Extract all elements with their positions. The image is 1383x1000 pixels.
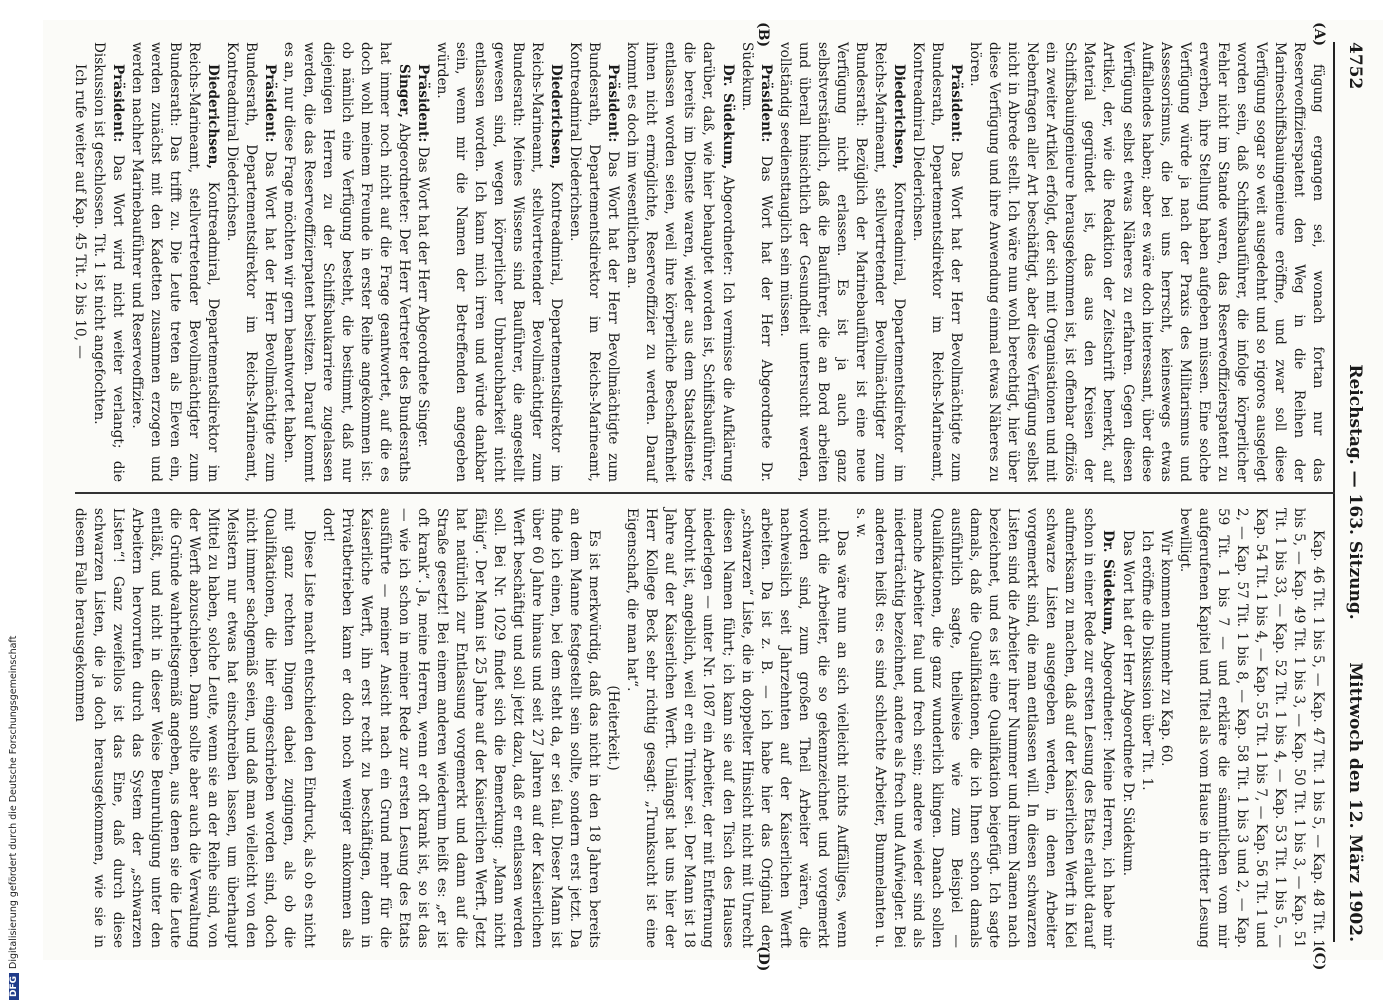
speaker-name: Diederichsen, bbox=[548, 64, 565, 170]
paragraph-text: Kontreadmiral, Departementsdirektor im Reichs-Marineamt, stellvertretender Bevollmächtigter zum Bundesrath: Bezüglich der Marinebauführer ist eine neue Verfügung nicht erlassen. Es ist ja auch ganz selbstverständlich, daß die Bauführer, die an Bord arbeiten und überall hinsichtlich der Gesundheit untersucht werden, vollständig seediensttauglich sein müssen. bbox=[776, 42, 907, 482]
column-divider bbox=[75, 492, 1335, 494]
speaker-name: Dr. Südekum, bbox=[719, 64, 736, 170]
paragraph bbox=[565, 42, 622, 482]
paragraph bbox=[127, 42, 222, 482]
digitization-credit bbox=[8, 635, 19, 1000]
margin-marker-b: (B) bbox=[755, 22, 771, 48]
paragraph-text: Ich eröffne die Diskussion über Tit. 1. bbox=[1138, 530, 1155, 791]
speaker-name: Diederichsen, bbox=[205, 64, 222, 170]
credit-text: Digitalisierung gefördert durch die Deutsche Forschungsgemeinschaft bbox=[8, 635, 19, 969]
paragraph bbox=[908, 42, 965, 482]
paragraph-text: Kontreadmiral, Departementsdirektor im Reichs-Marineamt, stellvertretender Bevollmächtigter zum Bundesrath: Meines Wissens sind Bauführer, die angestellt gewesen sind, wegen körperlicher Unbrauchbarkeit nicht entlassen worden. Ich kann mich irren und würde dankbar sein, wenn mir die Namen der Betreffenden angegeben würden. bbox=[433, 42, 565, 482]
paragraph-text: Das Wort hat der Herr Bevollmächtigte zum Bundesrath, Departementsdirektor im Reichs-Marineamt, Kontreadmiral Diederichsen. bbox=[910, 42, 965, 482]
speaker-name: Singer, bbox=[395, 64, 412, 118]
speaker-name: Präsident: bbox=[110, 64, 127, 143]
speaker-name: Dr. Südekum, bbox=[1100, 530, 1117, 636]
page-header bbox=[1337, 42, 1365, 942]
paragraph bbox=[70, 42, 89, 482]
paragraph-text: Es ist merkwürdig, daß das nicht in den 18 Jahren bereits an dem Manne festgestellt sein sollte, sondern erst jetzt. Da finde ich einen, bei dem steht da, er sei faul. Dieser Mann ist über 60 Jahre hinaus und seit 27 Jahren auf der Kaiserlichen Werft beschäftigt und soll jetzt dazu, daß er entlassen werden soll. Bei Nr. 1029 findet sich die Bemerkung: „Mann nicht fähig“. Der Mann ist 25 Jahre auf der Kaiserlichen Werft. Jetzt hat natürlich zur Entlassung vorgemerkt und dann auf die Straße gesetzt! Bei einem anderen wiederum heißt es: „er ist oft krank“. Ja, meine Herren, wenn er oft krank ist, so ist das — wie ich schon in meiner Rede zur ersten Lesung des Etats ausführte — meiner Ansicht nach ein Grund mehr für die Kaiserliche Werft, ihn erst recht zu beschäftigen, denn in Privatbetrieben kann er doch noch weniger ankommen als dort! bbox=[319, 508, 603, 948]
paragraph-text: Das Wort hat der Herr Abgeordnete Singer. bbox=[414, 146, 431, 448]
dfg-logo: DFG bbox=[9, 973, 19, 1000]
paragraph-text: (Heiterkeit.) bbox=[605, 685, 622, 771]
speaker-name: Präsident: bbox=[414, 64, 431, 143]
paragraph bbox=[851, 508, 1118, 948]
paragraph-text: Ich rufe weiter auf Kap. 45 Tit. 2 bis 10, — bbox=[71, 64, 88, 359]
paragraph-text: Diese Liste macht entschieden den Eindruck, als ob es nicht mit ganz rechten Dingen dabei zugingen, als ob die Qualifikationen, die hier eingeschrieben worden sind, doch nicht immer sachgemäß seien, und daß man vielleicht von den Meistern nur etwas hat einschreiben lassen, um überhaupt Mittel zu haben, solche Leute, wenn sie an der Reihe sind, von der Werft abzuschieben. Dann sollte aber auch die Verwaltung die Gründe wahrheitsgemäß angeben, aus denen sie die Leute entläßt, und nicht in dieser Weise Beunruhigung unter den Arbeitern hervorrufen durch das System der „schwarzen Listen“! Ganz zweifellos ist das Eine, daß durch diese schwarzen Listen, die ja doch herausgekommen, wie sie in diesem Falle herausgekommen bbox=[71, 508, 317, 948]
paragraph bbox=[622, 42, 736, 482]
paragraph-text: Abgeordneter: Meine Herren, ich habe mir schon in einer Rede zur ersten Lesung des Etats erlaubt darauf aufmerksam zu machen, daß auf der Kaiserlichen Werft in Kiel schwarze Listen ausgegeben werden, in denen Arbeiter vorgemerkt sind, die man entlassen will. In diesen schwarzen Listen sind die Arbeiter ihrer Nummer und ihrem Namen nach bezeichnet, und es ist eine Qualifikation beigefügt. Ich sagte damals, daß die Qualifikationen, die ich Ihnen schon damals ausführlich sagte, theilweise wie zum Beispiel — Qualifikationen, die ganz wunderlich klingen. Danach sollen manche Arbeiter faul und frech sein; andere wieder sind als niederträchtig bezeichnet, andere als frech und Aufwiegler. Bei anderen heißt es: es sind schlechte Arbeiter, Bummelanten u. s. w. bbox=[852, 508, 1117, 948]
paragraph bbox=[622, 508, 851, 948]
margin-marker-a: (A) bbox=[1311, 22, 1327, 47]
paragraph-text: Das Wort hat der Herr Abgeordnete Dr. Südekum. bbox=[738, 42, 774, 482]
paragraph bbox=[1117, 508, 1136, 948]
paragraph bbox=[89, 42, 127, 482]
speaker-name: Präsident: bbox=[948, 64, 965, 143]
session-date: Mittwoch den 12. März 1902. bbox=[1345, 662, 1365, 942]
paragraph-text: Das Wort hat der Herr Bevollmächtigte zum Bundesrath, Departementsdirektor im Reichs-Marineamt, Kontreadmiral Diederichsen. bbox=[567, 42, 622, 482]
paragraph bbox=[1137, 508, 1156, 948]
paragraph bbox=[1175, 508, 1327, 948]
paragraph bbox=[222, 42, 279, 482]
paragraph bbox=[70, 508, 318, 948]
right-text-column bbox=[71, 508, 1327, 948]
running-title: Reichstag. — 163. Sitzung. bbox=[1345, 364, 1365, 620]
paragraph-text: Abgeordneter: Der Herr Vertreter des Bundesraths hat immer noch nicht auf die Frage geantwortet, auf die es doch wohl meinem Freunde in erster Reihe angekommen ist: ob nämlich eine Verfügung besteht, die bestimmt, daß nur diejenigen Herren zu der Schiffsbaukarriere zugelassen werden, die das Reserveoffizierpatent besitzen. Darauf kommt es an, nur diese Frage möchten wir gern beantwortet haben. bbox=[281, 42, 412, 483]
speaker-name: Diederichsen, bbox=[890, 64, 907, 170]
paragraph-text: Das Wort hat der Herr Abgeordnete Dr. Südekum. bbox=[1119, 530, 1136, 877]
paragraph bbox=[775, 42, 908, 482]
paragraph bbox=[603, 508, 622, 948]
margin-marker-d: (D) bbox=[755, 946, 771, 972]
paragraph bbox=[965, 42, 1327, 482]
paragraph-text: fügung ergangen sei, wonach fortan nur das Reserveoffizierspatent den Weg in die Reihen der Marineschiffsbauingenieure eröffne, und zwar soll diese Verfügung sogar so weit ausgedehnt und so rigoros ausgelegt worden sein, daß Schiffsbauführer, die infolge körperlicher Fehler nicht im Stande waren, das Reserveoffizierspatent zu erwerben, ihre Stellung haben aufgeben müssen. Eine solche Verfügung würde ja nach der Praxis des Militarismus und Assessorismus, die bei uns herrscht, keineswegs etwas Auffallendes haben; aber es wäre doch interessant, über diese Verfügung selbst etwas Näheres zu erfahren. Gegen diesen Artikel, der, wie die Redaktion der Zeitschrift bemerkt, auf Material gegründet ist, das aus den Kreisen der Schiffsbauingenieure herausgekommen ist, ist offenbar offiziös ein zweiter Artikel erfolgt, der sich mit Organisationen und mit Nebenfragen aller Art beschäftigt, aber diese Verfügung selbst nicht in Abrede stellt. Ich wäre nun wohl berechtigt, hier über diese Verfügung und ihre Anwendung einmal etwas Näheres zu hören. bbox=[967, 42, 1326, 482]
paragraph bbox=[737, 42, 775, 482]
paragraph-text: Abgeordneter: Ich vermisse die Aufklärung darüber, daß, wie hier behauptet worden ist, Schiffsbauführer, die bereits im Dienste waren, wieder aus dem Staatsdienste entlassen worden seien, weil ihre körperliche Beschaffenheit ihnen nicht ermöglichte, Reserveoffizier zu werden. Darauf kommt es doch im wesentlichen an. bbox=[624, 42, 736, 482]
paragraph-text: Das wäre nun an sich vielleicht nichts Auffälliges, wenn nicht die Arbeiter, die so gekennzeichnet und vorgemerkt worden sind, zum großen Theil Arbeiter wären, die nachweislich seit Jahrzehnten auf der Kaiserlichen Werft arbeiten. Da ist z. B. — ich habe hier das Original der „schwarzen“ Liste, die in doppelter Hinsicht nicht mit Unrecht diesen Namen führt; ich kann sie auf den Tisch des Hauses niederlegen — unter Nr. 1087 ein Arbeiter, der mit Entfernung bedroht ist, angeblich, weil er ein Trinker sei. Der Mann ist 18 Jahre auf der Kaiserlichen Werft. Unlängst hat uns hier der Herr Kollege Beck sehr richtig gesagt: „Trunksucht ist eine Eigenschaft, die man hat“. bbox=[624, 508, 850, 948]
scanned-page bbox=[43, 20, 1383, 972]
speaker-name: Präsident: bbox=[605, 64, 622, 143]
page-number: 4752 bbox=[1345, 42, 1365, 90]
margin-marker-c: (C) bbox=[1311, 946, 1327, 971]
speaker-name: Präsident: bbox=[262, 64, 279, 143]
paragraph bbox=[318, 508, 604, 948]
paragraph bbox=[413, 42, 432, 482]
paragraph-text: Das Wort hat der Herr Bevollmächtigte zum Bundesrath, Departementsdirektor im Reichs-Marineamt, Kontreadmiral Diederichsen. bbox=[224, 42, 279, 482]
speaker-name: Präsident: bbox=[757, 64, 774, 143]
paragraph bbox=[279, 42, 412, 482]
paragraph-text: Kontreadmiral, Departementsdirektor im Reichs-Marineamt, stellvertretender Bevollmächtigter zum Bundesrath: Das trifft zu. Die Leute treten als Eleven ein, werden zunächst mit den Kadetten zusammen erzogen und werden nachher Marinebauführer und Reserveoffiziere. bbox=[129, 42, 222, 482]
paragraph-text: Das Wort wird nicht weiter verlangt; die Diskussion ist geschlossen. Tit. 1 ist nicht angefochten. bbox=[91, 42, 127, 482]
left-text-column bbox=[71, 42, 1327, 483]
paragraph-text: Wir kommen nunmehr zu Kap. 60. bbox=[1157, 530, 1174, 767]
paragraph-text: Kap. 46 Tit. 1 bis 5, — Kap. 47 Tit. 1 bis 5, — Kap. 48 Tit. 1 bis 5, — Kap. 49 Tit. 1 bis 3, — Kap. 50 Tit. 1 bis 3, — Kap. 51 Tit. 1 bis 33, — Kap. 52 Tit. 1 bis 4, — Kap. 53 Tit. 1 bis 5, — Kap. 54 Tit. 1 bis 4, — Kap. 55 Tit. 1 bis 7, — Kap. 56 Tit. 1 und 2, — Kap. 57 Tit. 1 bis 8, — Kap. 58 Tit. 1 bis 3 und 2, — Kap. 59 Tit. 1 bis 7 — und erkläre die sämmtlichen vom mir aufgerufenen Kapitel und Titel als vom Hause in dritter Lesung bewilligt. bbox=[1176, 508, 1326, 948]
paragraph bbox=[432, 42, 565, 482]
paragraph bbox=[1156, 508, 1175, 948]
